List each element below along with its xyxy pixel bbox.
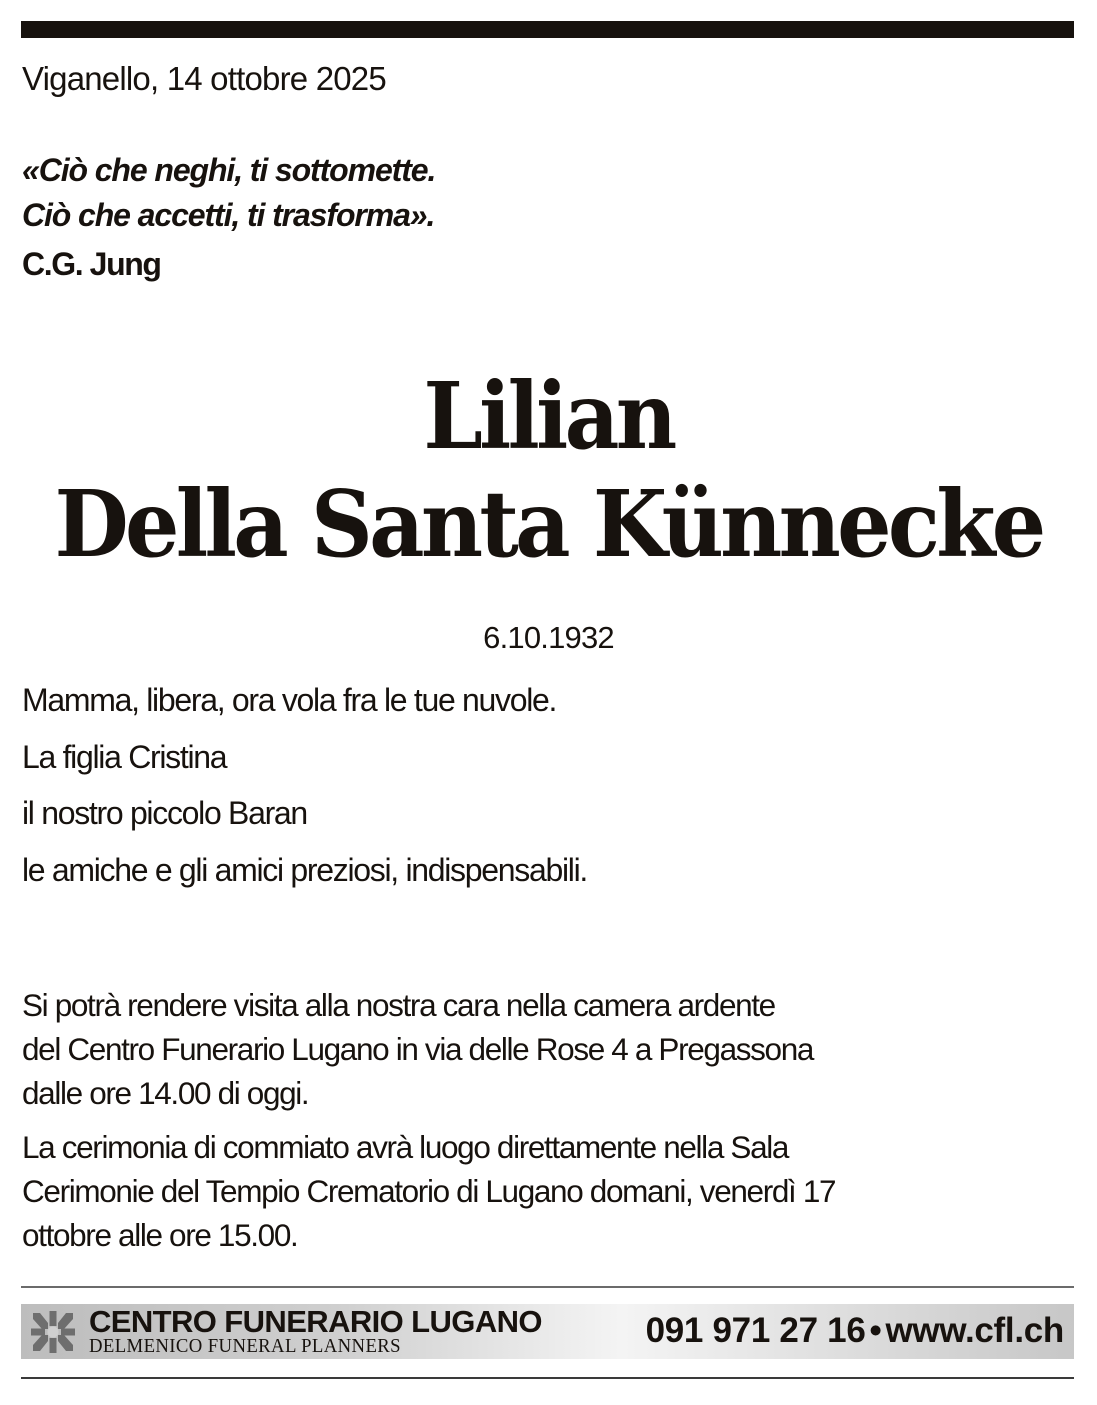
birth-date: 6.10.1932 (483, 620, 614, 655)
dedication (22, 678, 587, 904)
footer-rule-bottom (21, 1377, 1074, 1379)
service-info (22, 983, 835, 1267)
visit-line: del Centro Funerario Lugano in via delle Rose 4 a Pregassona (22, 1031, 814, 1067)
funeral-home-banner (21, 1304, 1074, 1359)
quote-line: Ciò che accetti, ti trasforma». (22, 197, 435, 233)
place-date: Viganello, 14 ottobre 2025 (22, 60, 386, 97)
top-rule (21, 21, 1074, 38)
ceremony-line: Cerimonie del Tempio Crematorio di Lugano domani, venerdì 17 (22, 1173, 836, 1209)
first-name: Lilian (423, 362, 674, 470)
dedication-line: il nostro piccolo Baran (22, 795, 307, 831)
firm-subtitle: DELMENICO FUNERAL PLANNERS (89, 1336, 401, 1357)
visit-line: dalle ore 14.00 di oggi. (22, 1075, 309, 1111)
quote-author: C.G. Jung (22, 246, 161, 282)
surname: Della Santa Künnecke (54, 470, 1043, 578)
visit-paragraph (22, 983, 835, 1115)
ceremony-line: La cerimonia di commiato avrà luogo direttamente nella Sala (22, 1129, 789, 1165)
dedication-line: Mamma, libera, ora vola fra le tue nuvole. (22, 682, 557, 718)
dedication-line: le amiche e gli amici preziosi, indispensabili. (22, 851, 587, 888)
footer-rule-top (21, 1286, 1074, 1288)
firm-name: CENTRO FUNERARIO LUGANO (89, 1304, 542, 1339)
phone-number: 091 971 27 16 (645, 1311, 866, 1350)
website-link[interactable]: www.cfl.ch (885, 1311, 1064, 1350)
visit-line: Si potrà rendere visita alla nostra cara nella camera ardente (22, 987, 775, 1023)
quote-line: «Ciò che neghi, ti sottomette. (22, 152, 436, 188)
dedication-line: La figlia Cristina (22, 738, 227, 775)
quote (22, 148, 435, 238)
ceremony-paragraph (22, 1125, 835, 1257)
separator-dot: • (869, 1311, 882, 1350)
deceased-name (0, 362, 1097, 578)
funeral-home-emblem-icon (31, 1311, 75, 1353)
ceremony-line: ottobre alle ore 15.00. (22, 1217, 298, 1253)
contact-info (646, 1310, 1064, 1352)
